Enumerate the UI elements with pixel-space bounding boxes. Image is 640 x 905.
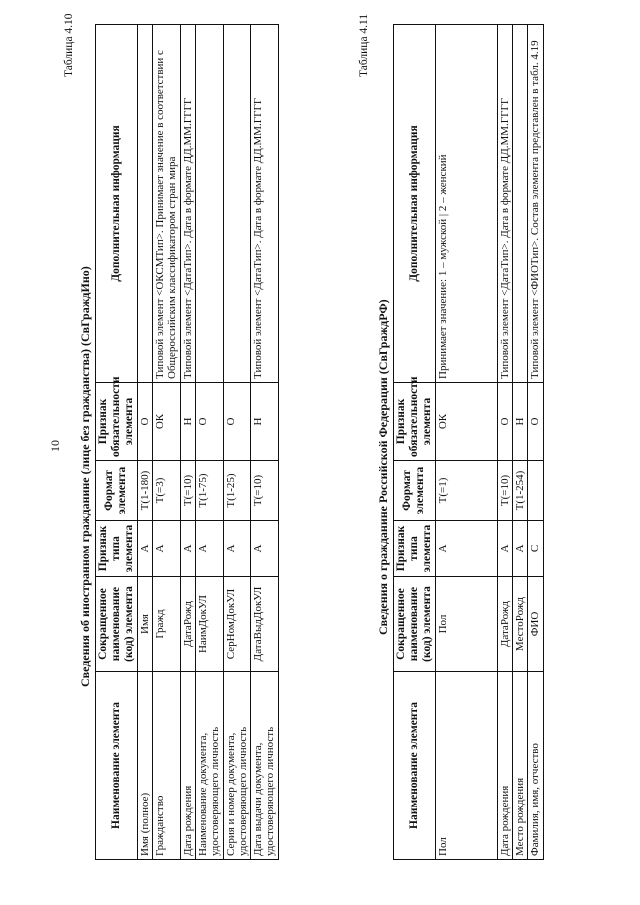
cell-code: ДатаРожд — [180, 577, 195, 672]
table-row — [152, 25, 180, 860]
table-410 — [95, 24, 279, 860]
col-header-name: Наименование элемента — [96, 672, 138, 860]
table-row — [180, 25, 195, 860]
cell-name: Гражданство — [152, 672, 180, 860]
cell-format: Т(=10) — [180, 461, 195, 521]
cell-name: Дата выдачи документа, удостоверяющего личность — [251, 672, 279, 860]
col-header-info: Дополнительная информация — [394, 25, 436, 383]
table-410-title: Сведения об иностранном гражданине (лице без гражданства) (СвГраждИно) — [78, 266, 92, 687]
cell-info — [223, 25, 251, 383]
cell-required: Н — [251, 383, 279, 461]
cell-name: Дата рождения — [180, 672, 195, 860]
cell-required: О — [195, 383, 223, 461]
cell-type: А — [152, 521, 180, 577]
cell-code: Гражд — [152, 577, 180, 672]
col-header-name: Наименование элемента — [394, 672, 436, 860]
col-header-required: Признак обязательности элемента — [96, 383, 138, 461]
table-row — [223, 25, 251, 860]
cell-name: Фамилия, имя, отчество — [528, 672, 543, 860]
page-number: 10 — [48, 440, 62, 452]
cell-code: СерНомДокУЛ — [223, 577, 251, 672]
cell-code: ДатаВыдДокУЛ — [251, 577, 279, 672]
cell-info — [512, 25, 527, 383]
table-row — [251, 25, 279, 860]
table-row — [512, 25, 527, 860]
cell-info: Типовой элемент <ДатаТип>. Дата в формате ДД.ММ.ГГГГ — [497, 25, 512, 383]
cell-format: Т(1-75) — [195, 461, 223, 521]
table-411-title: Сведения о гражданине Российской Федерации (СвГраждРФ) — [376, 299, 390, 635]
cell-required: О — [497, 383, 512, 461]
cell-type: А — [195, 521, 223, 577]
cell-format: Т(1-25) — [223, 461, 251, 521]
cell-code: Имя — [137, 577, 152, 672]
col-header-required: Признак обязательности элемента — [394, 383, 436, 461]
cell-required: О — [223, 383, 251, 461]
col-header-format: Формат элемента — [96, 461, 138, 521]
col-header-code: Сокращенное наименование (код) элемента — [394, 577, 436, 672]
cell-format: Т(=10) — [251, 461, 279, 521]
cell-format — [528, 461, 543, 521]
cell-info: Типовой элемент <ДатаТип>. Дата в формате ДД.ММ.ГГГГ — [180, 25, 195, 383]
cell-format: Т(=10) — [497, 461, 512, 521]
cell-type: А — [180, 521, 195, 577]
cell-required: Н — [180, 383, 195, 461]
table-row — [137, 25, 152, 860]
cell-code: НаимДокУЛ — [195, 577, 223, 672]
cell-name: Имя (полное) — [137, 672, 152, 860]
cell-format: Т(=1) — [435, 461, 497, 521]
cell-type: А — [251, 521, 279, 577]
cell-info: Типовой элемент <ДатаТип>. Дата в формате ДД.ММ.ГГГГ — [251, 25, 279, 383]
cell-name: Наименование документа, удостоверяющего личность — [195, 672, 223, 860]
table-row — [497, 25, 512, 860]
table-411-label: Таблица 4.11 — [358, 13, 370, 77]
col-header-type: Признак типа элемента — [96, 521, 138, 577]
cell-format: Т(=3) — [152, 461, 180, 521]
cell-format: Т(1-254) — [512, 461, 527, 521]
cell-code: ФИО — [528, 577, 543, 672]
cell-type: А — [512, 521, 527, 577]
table-row — [435, 25, 497, 860]
cell-code: МестоРожд — [512, 577, 527, 672]
col-header-info: Дополнительная информация — [96, 25, 138, 383]
col-header-format: Формат элемента — [394, 461, 436, 521]
cell-type: А — [435, 521, 497, 577]
table-row — [528, 25, 543, 860]
cell-required: О — [137, 383, 152, 461]
cell-code: ДатаРожд — [497, 577, 512, 672]
cell-code: Пол — [435, 577, 497, 672]
table-header-row — [96, 25, 138, 860]
cell-name: Место рождения — [512, 672, 527, 860]
cell-type: С — [528, 521, 543, 577]
cell-info: Типовой элемент <ОКСМТип>. Принимает значение в соответствии с Общероссийским классификатором стран мира — [152, 25, 180, 383]
cell-info — [137, 25, 152, 383]
cell-type: А — [137, 521, 152, 577]
table-411 — [393, 24, 544, 860]
cell-info — [195, 25, 223, 383]
cell-required: Н — [512, 383, 527, 461]
cell-required: О — [528, 383, 543, 461]
cell-name: Пол — [435, 672, 497, 860]
cell-required: ОК — [152, 383, 180, 461]
cell-name: Серия и номер документа, удостоверяющего личность — [223, 672, 251, 860]
cell-type: А — [497, 521, 512, 577]
cell-format: Т(1-180) — [137, 461, 152, 521]
cell-info: Принимает значение: 1 – мужской | 2 – женский — [435, 25, 497, 383]
cell-info: Типовой элемент <ФИОТип>. Состав элемента представлен в табл. 4.19 — [528, 25, 543, 383]
table-410-label: Таблица 4.10 — [63, 13, 75, 77]
cell-required: ОК — [435, 383, 497, 461]
table-header-row — [394, 25, 436, 860]
col-header-code: Сокращенное наименование (код) элемента — [96, 577, 138, 672]
table-row — [195, 25, 223, 860]
cell-type: А — [223, 521, 251, 577]
cell-name: Дата рождения — [497, 672, 512, 860]
col-header-type: Признак типа элемента — [394, 521, 436, 577]
